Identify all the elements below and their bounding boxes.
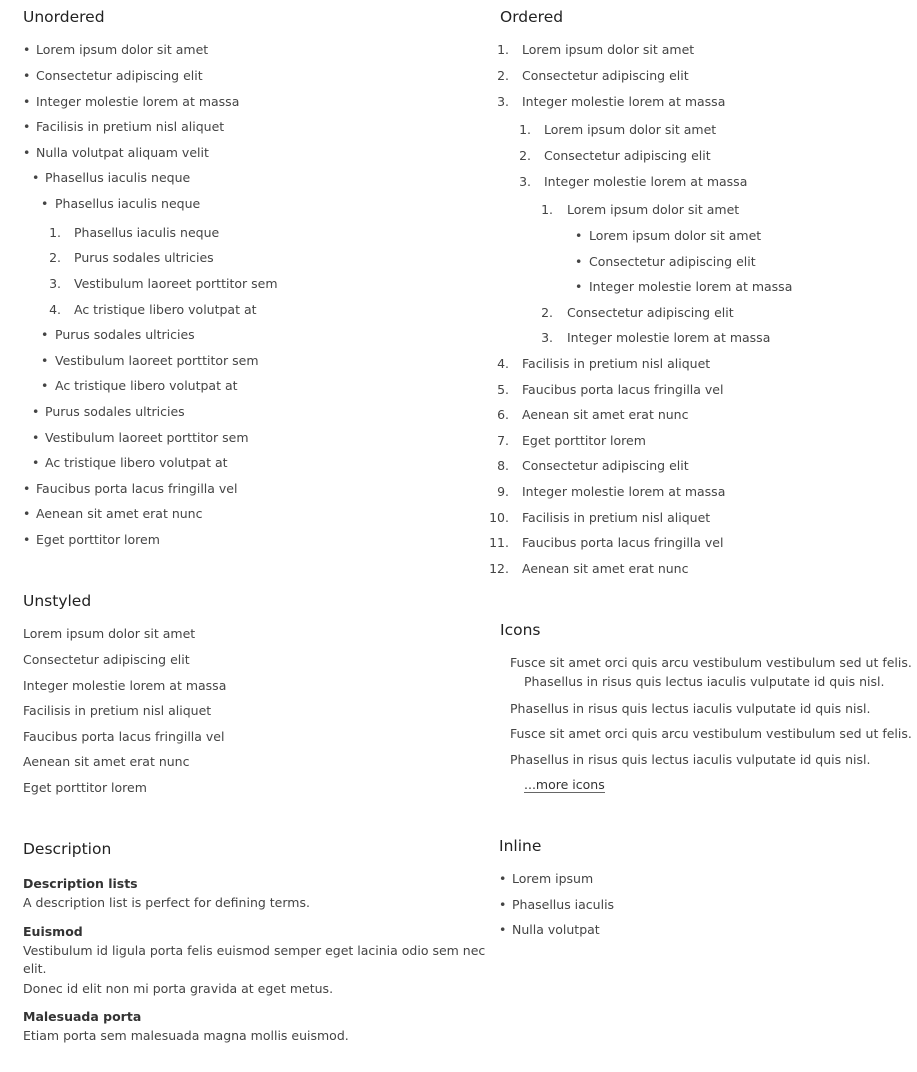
bullet-marker: • bbox=[41, 378, 49, 393]
ordered-list-item-label: Consectetur adipiscing elit bbox=[589, 254, 756, 269]
ordered-list-item-label: Consectetur adipiscing elit bbox=[522, 68, 689, 83]
bullet-marker: • bbox=[23, 68, 31, 83]
unordered-list-item-label: Integer molestie lorem at massa bbox=[36, 94, 240, 109]
unordered-list-item-label: Ac tristique libero volutpat at bbox=[55, 378, 238, 393]
ordered-list-item-label: Lorem ipsum dolor sit amet bbox=[522, 42, 695, 57]
unordered-list-item-label: Eget porttitor lorem bbox=[36, 532, 160, 547]
bullet-marker: • bbox=[23, 506, 31, 521]
unstyled-item: Faucibus porta lacus fringilla vel bbox=[23, 729, 225, 744]
inline-item-label: Phasellus iaculis bbox=[512, 897, 615, 912]
list-number: 1. bbox=[497, 42, 509, 57]
list-number: 1. bbox=[49, 225, 61, 240]
unstyled-title: Unstyled bbox=[23, 592, 92, 610]
icon-list-item: Phasellus in risus quis lectus iaculis vulputate id quis nisl. bbox=[524, 674, 885, 689]
list-number: 1. bbox=[519, 122, 531, 137]
ordered-list-item-label: Aenean sit amet erat nunc bbox=[522, 407, 689, 422]
ordered-list-item-label: Lorem ipsum dolor sit amet bbox=[589, 228, 762, 243]
ordered-title: Ordered bbox=[500, 8, 564, 26]
list-number: 8. bbox=[497, 458, 509, 473]
list-number: 12. bbox=[489, 561, 509, 576]
unordered-list-item-label: Phasellus iaculis neque bbox=[74, 225, 220, 240]
bullet-marker: • bbox=[575, 254, 583, 269]
unordered-list-item-label: Consectetur adipiscing elit bbox=[36, 68, 203, 83]
unordered-list-item-label: Faucibus porta lacus fringilla vel bbox=[36, 481, 238, 496]
ordered-section bbox=[489, 8, 910, 588]
description-detail: A description list is perfect for defining terms. bbox=[23, 895, 310, 910]
unordered-list-item-label: Facilisis in pretium nisl aliquet bbox=[36, 119, 225, 134]
icon-list-item: Fusce sit amet orci quis arcu vestibulum vestibulum sed ut felis. bbox=[510, 726, 912, 741]
unordered-section bbox=[23, 8, 473, 568]
unordered-list-item-label: Nulla volutpat aliquam velit bbox=[36, 145, 209, 160]
bullet-marker: • bbox=[499, 922, 507, 937]
icon-list-item: Fusce sit amet orci quis arcu vestibulum vestibulum sed ut felis. bbox=[510, 655, 912, 670]
description-detail: Vestibulum id ligula porta felis euismod semper eget lacinia odio sem nec bbox=[23, 943, 486, 958]
unordered-list-item-label: Vestibulum laoreet porttitor sem bbox=[55, 353, 259, 368]
list-number: 5. bbox=[497, 382, 509, 397]
more-icons-row bbox=[524, 777, 605, 793]
bullet-marker: • bbox=[32, 404, 40, 419]
unstyled-item: Consectetur adipiscing elit bbox=[23, 652, 190, 667]
more-icons-link[interactable]: ...more icons bbox=[524, 777, 605, 792]
unordered-list-item-label: Phasellus iaculis neque bbox=[45, 170, 191, 185]
description-term: Description lists bbox=[23, 876, 138, 891]
icon-list-item: Phasellus in risus quis lectus iaculis vulputate id quis nisl. bbox=[510, 752, 871, 767]
description-section bbox=[23, 840, 493, 1060]
ordered-list-item-label: Integer molestie lorem at massa bbox=[522, 94, 726, 109]
bullet-marker: • bbox=[23, 481, 31, 496]
bullet-marker: • bbox=[23, 119, 31, 134]
ordered-list-item-label: Consectetur adipiscing elit bbox=[522, 458, 689, 473]
unordered-list-item-label: Ac tristique libero volutpat at bbox=[74, 302, 257, 317]
bullet-marker: • bbox=[41, 327, 49, 342]
ordered-list-item-label: Faucibus porta lacus fringilla vel bbox=[522, 382, 724, 397]
bullet-marker: • bbox=[32, 170, 40, 185]
ordered-list-item-label: Aenean sit amet erat nunc bbox=[522, 561, 689, 576]
list-number: 1. bbox=[541, 202, 553, 217]
description-term: Malesuada porta bbox=[23, 1009, 142, 1024]
inline-section bbox=[499, 837, 909, 957]
ordered-list-item-label: Integer molestie lorem at massa bbox=[544, 174, 748, 189]
ordered-list-item-label: Integer molestie lorem at massa bbox=[589, 279, 793, 294]
list-number: 10. bbox=[489, 510, 509, 525]
unordered-list-item-label: Ac tristique libero volutpat at bbox=[45, 455, 228, 470]
unordered-list-item-label: Lorem ipsum dolor sit amet bbox=[36, 42, 209, 57]
unordered-list-item-label: Purus sodales ultricies bbox=[74, 250, 214, 265]
description-detail: Etiam porta sem malesuada magna mollis euismod. bbox=[23, 1028, 349, 1043]
unordered-list-item-label: Vestibulum laoreet porttitor sem bbox=[45, 430, 249, 445]
bullet-marker: • bbox=[23, 94, 31, 109]
description-detail: Donec id elit non mi porta gravida at eget metus. bbox=[23, 981, 334, 996]
list-number: 4. bbox=[49, 302, 61, 317]
list-number: 3. bbox=[519, 174, 531, 189]
inline-item-label: Nulla volutpat bbox=[512, 922, 600, 937]
description-title: Description bbox=[23, 840, 112, 858]
ordered-list-item-label: Lorem ipsum dolor sit amet bbox=[567, 202, 740, 217]
unstyled-item: Lorem ipsum dolor sit amet bbox=[23, 626, 196, 641]
bullet-marker: • bbox=[32, 430, 40, 445]
unstyled-item: Integer molestie lorem at massa bbox=[23, 678, 227, 693]
inline-title: Inline bbox=[499, 837, 542, 855]
ordered-list-item-label: Lorem ipsum dolor sit amet bbox=[544, 122, 717, 137]
list-number: 11. bbox=[489, 535, 509, 550]
unstyled-item: Aenean sit amet erat nunc bbox=[23, 754, 190, 769]
ordered-list-item-label: Consectetur adipiscing elit bbox=[567, 305, 734, 320]
list-number: 3. bbox=[497, 94, 509, 109]
bullet-marker: • bbox=[23, 532, 31, 547]
list-number: 7. bbox=[497, 433, 509, 448]
bullet-marker: • bbox=[575, 279, 583, 294]
list-number: 9. bbox=[497, 484, 509, 499]
list-number: 3. bbox=[541, 330, 553, 345]
description-term: Euismod bbox=[23, 924, 83, 939]
bullet-marker: • bbox=[575, 228, 583, 243]
bullet-marker: • bbox=[499, 871, 507, 886]
icons-title: Icons bbox=[500, 621, 541, 639]
icon-list-item: Phasellus in risus quis lectus iaculis vulputate id quis nisl. bbox=[510, 701, 871, 716]
list-number: 6. bbox=[497, 407, 509, 422]
list-number: 2. bbox=[519, 148, 531, 163]
description-detail: elit. bbox=[23, 961, 47, 976]
bullet-marker: • bbox=[23, 145, 31, 160]
unstyled-item: Facilisis in pretium nisl aliquet bbox=[23, 703, 212, 718]
bullet-marker: • bbox=[41, 196, 49, 211]
unordered-list-item-label: Aenean sit amet erat nunc bbox=[36, 506, 203, 521]
list-number: 2. bbox=[541, 305, 553, 320]
bullet-marker: • bbox=[499, 897, 507, 912]
unordered-list-item-label: Vestibulum laoreet porttitor sem bbox=[74, 276, 278, 291]
list-number: 3. bbox=[49, 276, 61, 291]
ordered-list-item-label: Facilisis in pretium nisl aliquet bbox=[522, 510, 711, 525]
inline-item-label: Lorem ipsum bbox=[512, 871, 594, 886]
unordered-list-item-label: Purus sodales ultricies bbox=[45, 404, 185, 419]
list-number: 2. bbox=[49, 250, 61, 265]
bullet-marker: • bbox=[23, 42, 31, 57]
bullet-marker: • bbox=[32, 455, 40, 470]
unstyled-section bbox=[23, 592, 473, 812]
ordered-list-item-label: Consectetur adipiscing elit bbox=[544, 148, 711, 163]
icons-section bbox=[500, 621, 910, 806]
ordered-list-item-label: Facilisis in pretium nisl aliquet bbox=[522, 356, 711, 371]
unordered-list-item-label: Purus sodales ultricies bbox=[55, 327, 195, 342]
unstyled-item: Eget porttitor lorem bbox=[23, 780, 147, 795]
ordered-list-item-label: Eget porttitor lorem bbox=[522, 433, 646, 448]
ordered-list-item-label: Integer molestie lorem at massa bbox=[522, 484, 726, 499]
list-number: 2. bbox=[497, 68, 509, 83]
unordered-list-item-label: Phasellus iaculis neque bbox=[55, 196, 201, 211]
ordered-list-item-label: Integer molestie lorem at massa bbox=[567, 330, 771, 345]
list-number: 4. bbox=[497, 356, 509, 371]
unordered-title: Unordered bbox=[23, 8, 105, 26]
bullet-marker: • bbox=[41, 353, 49, 368]
ordered-list-item-label: Faucibus porta lacus fringilla vel bbox=[522, 535, 724, 550]
